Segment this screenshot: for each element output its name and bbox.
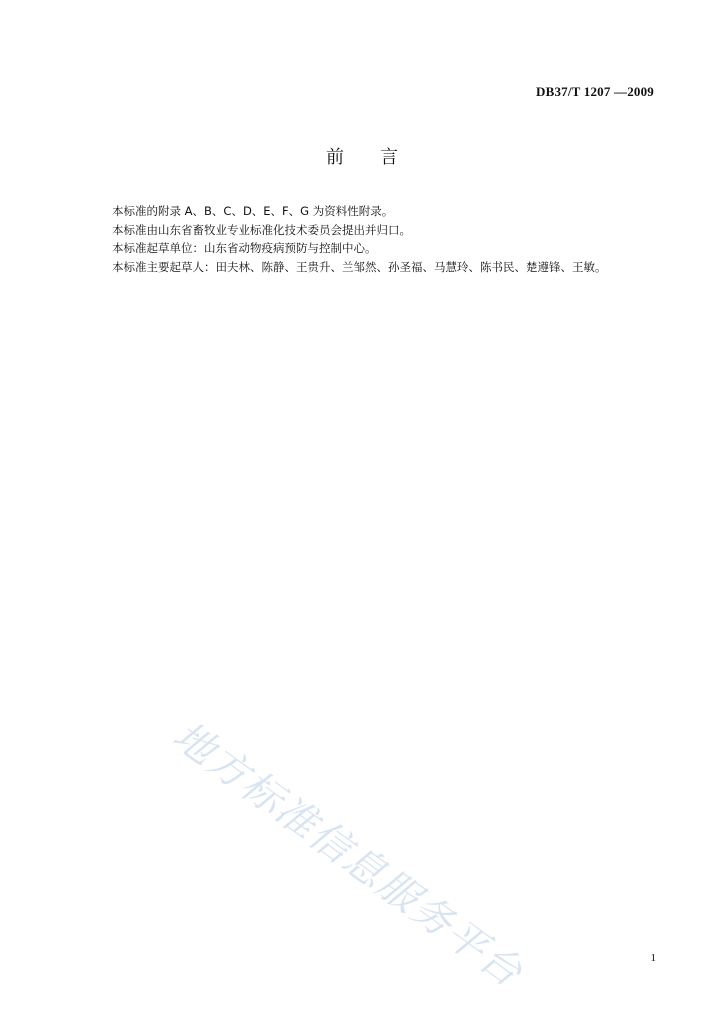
foreword-body [112, 202, 672, 276]
title-char-2: 言 [380, 147, 398, 168]
page-title [0, 143, 724, 169]
paragraph-drafting-unit: 本标准起草单位：山东省动物疫病预防与控制中心。 [112, 241, 377, 255]
title-char-1: 前 [326, 147, 344, 168]
paragraph-appendix-note: 本标准的附录 A、B、C、D、E、F、G 为资料性附录。 [112, 204, 394, 218]
paragraph-drafters: 本标准主要起草人：田夫林、陈静、王贵升、兰邹然、孙圣福、马慧玲、陈书民、楚遵锋、王敏。 [112, 259, 607, 274]
paragraph-proposer: 本标准由山东省畜牧业专业标准化技术委员会提出并归口。 [112, 222, 411, 237]
watermark: 地方标准信息服务平台 [164, 712, 532, 997]
page-number: 1 [650, 952, 656, 964]
standard-code: DB37/T 1207 —2009 [535, 84, 654, 99]
